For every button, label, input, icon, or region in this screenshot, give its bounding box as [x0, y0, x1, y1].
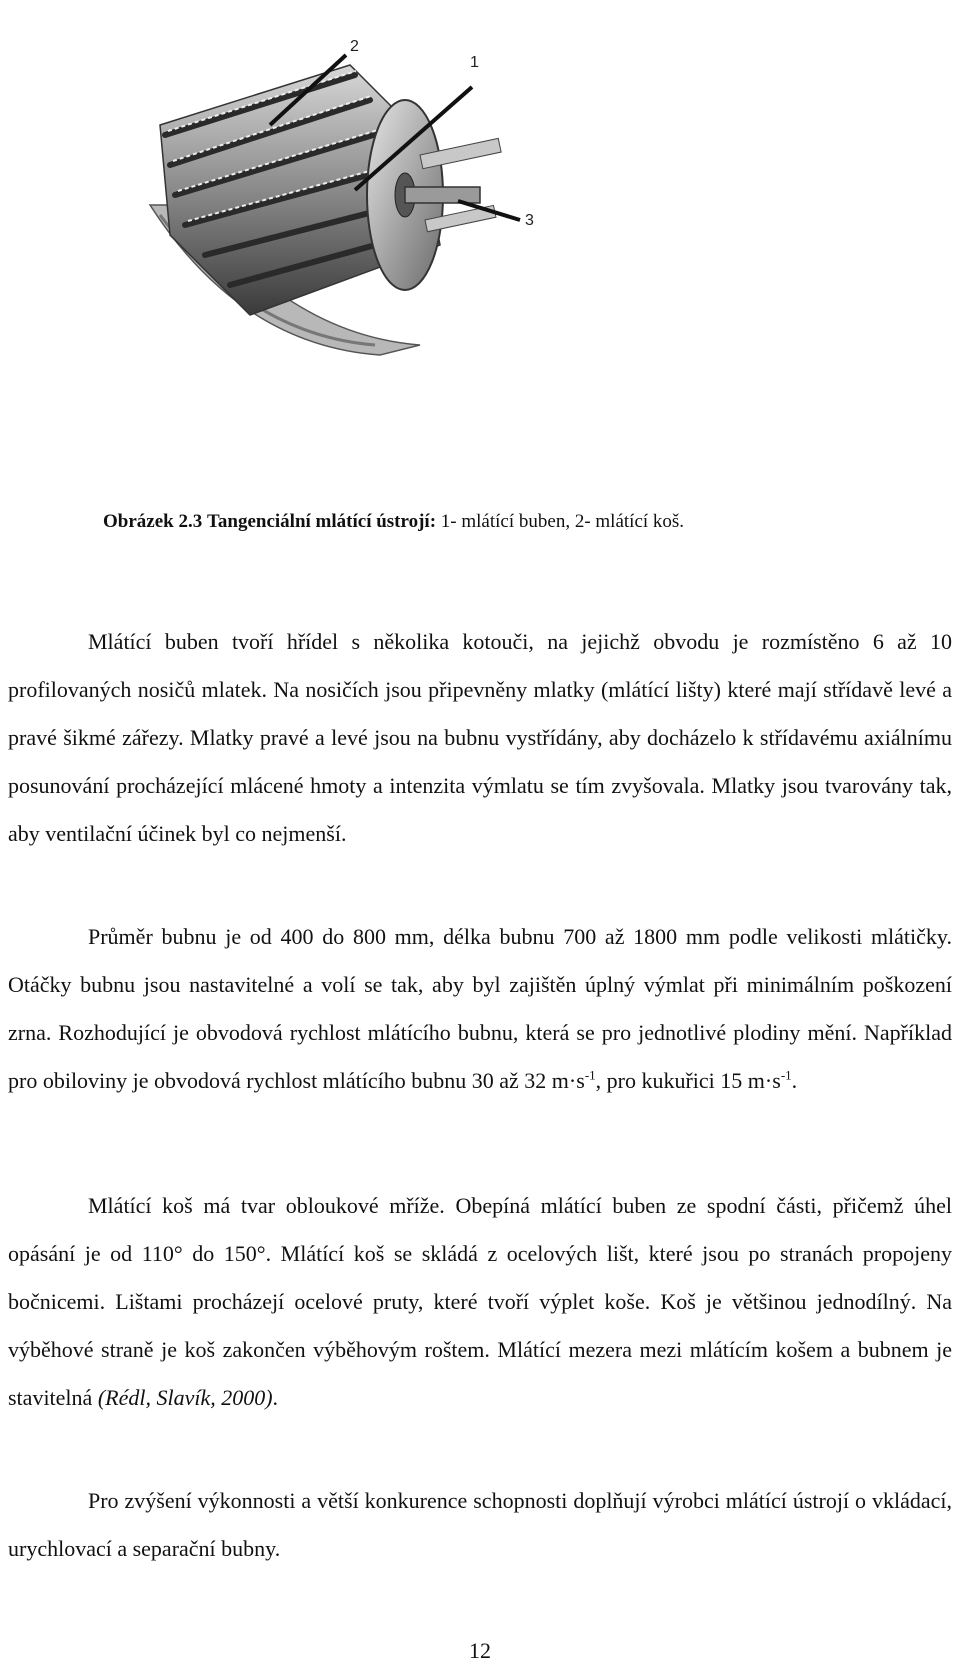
threshing-drum-figure	[120, 15, 640, 375]
paragraph-1	[8, 618, 952, 858]
paragraph-3	[8, 1182, 952, 1422]
caption-text: 1- mlátící buben, 2- mlátící koš.	[436, 511, 685, 532]
paragraph-3-text	[8, 1182, 952, 1422]
figure-caption	[103, 510, 923, 534]
paragraph-2-part-a: Průměr bubnu je od 400 do 800 mm, délka bubnu 700 až 1800 mm podle velikosti mlátičky. Otáčky bubnu jsou nastavitelné a volí se tak, aby byl zajištěn úplný výmlat při minimálním poškození zrna. Rozhodující je obvodová rychlost mlátícího bubnu, která se pro jednotlivé plodiny mění. Například pro obiloviny je obvodová rychlost mlátícího bubnu 30 až 32 m·s	[8, 924, 952, 1093]
threshing-drum-illustration	[120, 15, 640, 375]
figure-label-2: 2	[350, 38, 359, 55]
paragraph-2	[8, 913, 952, 1105]
paragraph-3-end: .	[272, 1385, 279, 1410]
paragraph-2-part-c: .	[791, 1068, 798, 1093]
paragraph-2-part-b: , pro kukuřici 15 m·s	[595, 1068, 781, 1093]
page-number: 12	[469, 1638, 491, 1663]
paragraph-4-text: Pro zvýšení výkonnosti a větší konkurence schopnosti doplňují výrobci mlátící ústrojí o vkládací, urychlovací a separační bubny.	[8, 1488, 952, 1561]
citation: (Rédl, Slavík, 2000)	[97, 1385, 273, 1410]
caption-label: Obrázek 2.3	[103, 511, 203, 532]
paragraph-4	[8, 1477, 952, 1573]
paragraph-1-text: Mlátící buben tvoří hřídel s několika kotouči, na jejichž obvodu je rozmístěno 6 až 10 profilovaných nosičů mlatek. Na nosičích jsou připevněny mlatky (mlátící lišty) které mají střídavě levé a pravé šikmé zářezy. Mlatky pravé a levé jsou na bubnu vystřídány, aby docházelo k střídavému axiálnímu posunování procházející mlácené hmoty a intenzita výmlatu se tím zvyšovala. Mlatky jsou tvarovány tak, aby ventilační účinek byl co nejmenší.	[8, 629, 952, 846]
paragraph-3-part-a: Mlátící koš má tvar obloukové mříže. Obepíná mlátící buben ze spodní části, přičemž úhel opásání je od 110° do 150°. Mlátící koš se skládá z ocelových lišt, které jsou po stranách propojeny bočnicemi. Lištami procházejí ocelové pruty, které tvoří výplet koše. Koš je většinou jednodílný. Na výběhové straně je koš zakončen výběhovým roštem. Mlátící mezera mezi mlátícím košem a bubnem je stavitelná	[8, 1193, 952, 1410]
caption-title: Tangenciální mlátící ústrojí:	[206, 511, 437, 532]
paragraph-2-text	[8, 913, 952, 1105]
superscript-2: -1	[780, 1067, 792, 1083]
figure-label-3: 3	[525, 212, 534, 229]
superscript-1: -1	[584, 1067, 596, 1083]
figure-label-1: 1	[470, 54, 479, 71]
shaft	[405, 187, 480, 203]
